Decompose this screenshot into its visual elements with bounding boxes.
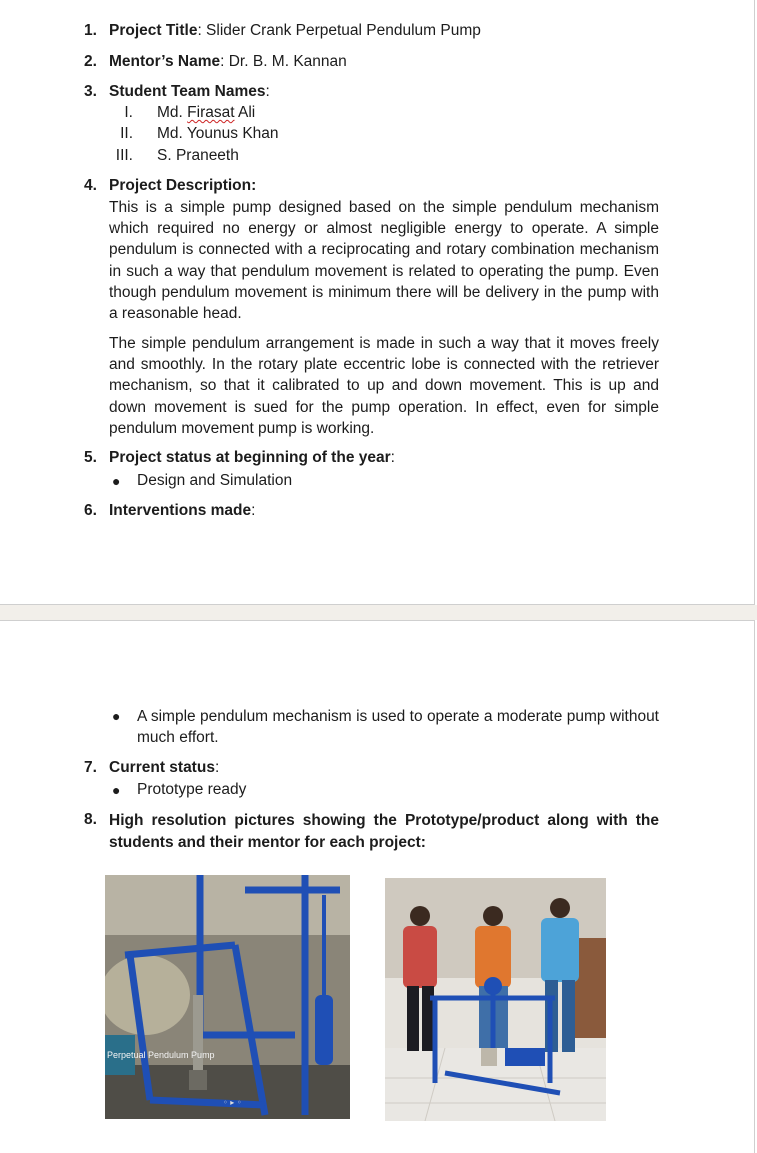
description-heading: Project Description: xyxy=(109,177,257,194)
item-number-3: 3. xyxy=(84,83,97,100)
item-number-6: 6. xyxy=(84,502,97,519)
item-number-2: 2. xyxy=(84,53,97,70)
interventions-heading: Interventions made: xyxy=(109,502,256,519)
bullet-icon: ● xyxy=(112,782,121,798)
item-number-4: 4. xyxy=(84,177,97,194)
team-photo xyxy=(385,878,606,1121)
spellcheck-underline: Firasat xyxy=(187,104,235,121)
bullet-icon: ● xyxy=(112,708,121,724)
team-photo-image xyxy=(385,878,606,1121)
page-gap xyxy=(0,605,757,620)
item-number-8: 8. xyxy=(84,811,97,828)
mentor-line xyxy=(109,53,347,71)
student-name-1: Md. Firasat Ali xyxy=(157,104,256,121)
student-name-3: S. Praneeth xyxy=(157,147,239,164)
prototype-photo-caption: Perpetual Pendulum Pump xyxy=(107,1050,215,1060)
team-heading: Student Team Names: xyxy=(109,83,270,100)
item-number-7: 7. xyxy=(84,759,97,776)
status-begin-bullet: Design and Simulation xyxy=(137,472,293,489)
document-page-2 xyxy=(0,620,755,1153)
intervention-bullet: A simple pendulum mechanism is used to operate a moderate pump without much effort. xyxy=(137,708,659,747)
svg-text:◦ ▸ ◦: ◦ ▸ ◦ xyxy=(223,1098,242,1107)
prototype-photo-image xyxy=(105,875,350,1119)
mentor-value: : Dr. B. M. Kannan xyxy=(220,53,347,70)
project-title-line xyxy=(109,22,481,40)
student-numeral-3: III. xyxy=(115,147,133,164)
pictures-heading: High resolution pictures showing the Prototype/product along with the students and their mentor for each project: xyxy=(109,812,659,851)
item-number-1: 1. xyxy=(84,22,97,39)
bullet-icon: ● xyxy=(112,473,121,489)
prototype-photo xyxy=(105,875,350,1119)
current-status-heading: Current status: xyxy=(109,759,220,776)
student-name-2: Md. Younus Khan xyxy=(157,125,279,142)
project-title-value: : Slider Crank Perpetual Pendulum Pump xyxy=(197,22,481,39)
student-numeral-2: II. xyxy=(120,125,133,142)
description-paragraph-2: The simple pendulum arrangement is made in such a way that it moves freely and smoothly. In the rotary plate eccentric lobe is connected with the retriever mechanism, so that it calibrated to up and down movement. This is up and down movement is sued for the pump operation. In effect, even for simple pendulum movement pump is working. xyxy=(109,335,659,437)
item-number-5: 5. xyxy=(84,449,97,466)
description-paragraph-1: This is a simple pump designed based on the simple pendulum mechanism which required no energy or almost negligible energy to operate. A simple pendulum is connected with a reciprocating and rotary combination mechanism in such a way that pendulum movement is related to operating the pump. Even though pendulum movement is minimum there will be delivery in the pump with a reasonable head. xyxy=(109,199,659,323)
current-status-bullet: Prototype ready xyxy=(137,781,247,798)
team-label: Student Team Names xyxy=(109,83,266,100)
status-begin-heading: Project status at beginning of the year: xyxy=(109,449,395,466)
mentor-label: Mentor’s Name xyxy=(109,53,221,70)
student-numeral-1: I. xyxy=(124,104,133,121)
project-title-label: Project Title xyxy=(109,22,198,39)
